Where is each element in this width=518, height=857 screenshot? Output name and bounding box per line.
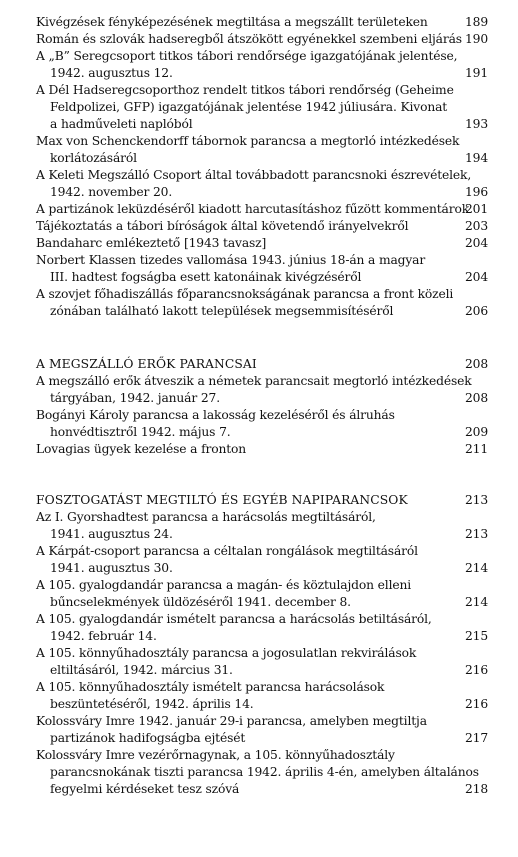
toc-entry — [0, 31, 518, 48]
toc-group-3 — [0, 509, 518, 798]
toc-entry-title-line: 1942. február 14. — [50, 629, 157, 643]
toc-entry-page-number: 206 — [464, 304, 488, 318]
toc-entry-title-line: A megszálló erők átveszik a németek parancsait megtorló intézkedések — [36, 374, 472, 388]
toc-entry — [0, 252, 518, 286]
toc-entry-title-line: 1942. november 20. — [50, 185, 173, 199]
section-page-number: 208 — [464, 357, 488, 371]
toc-entry-page-number: 189 — [464, 15, 488, 29]
toc-entry — [0, 645, 518, 679]
toc-entry-title-line: A 105. gyalogdandár parancsa a magán- és köztulajdon elleni — [36, 578, 412, 592]
toc-entry-title-line: 1941. augusztus 30. — [50, 561, 173, 575]
toc-entry-title-line: A 105. könnyűhadosztály parancsa a jogosulatlan rekvirálások — [36, 646, 417, 660]
toc-entry — [0, 133, 518, 167]
toc-entry — [0, 286, 518, 320]
toc-entry — [0, 747, 518, 798]
toc-entry-page-number: 208 — [464, 391, 488, 405]
toc-entry-page-number: 218 — [464, 782, 488, 796]
toc-entry-title-line: Lovagias ügyek kezelése a fronton — [36, 442, 247, 456]
toc-entry-page-number: 214 — [464, 561, 488, 575]
toc-entry-title-line: bűncselekmények üldözéséről 1941. december 8. — [50, 595, 351, 609]
toc-entry-title-line: A partizánok leküzdéséről kiadott harcutasításhoz fűzött kommentárok — [36, 202, 470, 216]
toc-entry-page-number: 193 — [464, 117, 488, 131]
toc-entry-title-line: fegyelmi kérdéseket tesz szóvá — [50, 782, 240, 796]
toc-entry — [0, 441, 518, 458]
toc-entry — [0, 235, 518, 252]
toc-entry — [0, 14, 518, 31]
toc-group-1 — [0, 14, 518, 320]
toc-entry-title-line: Kivégzések fényképezésének megtiltása a megszállt területeken — [36, 15, 428, 29]
toc-entry-title-line: Kolossváry Imre 1942. január 29-i parancsa, amelyben megtiltja — [36, 714, 427, 728]
toc-entry-title-line: tárgyában, 1942. január 27. — [50, 391, 220, 405]
toc-entry-title-line: III. hadtest fogságba esett katonáinak kivégzéséről — [50, 270, 362, 284]
toc-entry — [0, 373, 518, 407]
toc-entry-title-line: 1941. augusztus 24. — [50, 527, 173, 541]
toc-entry-title-line: zónában található lakott települések megsemmisítéséről — [50, 304, 394, 318]
toc-entry-page-number: 209 — [464, 425, 488, 439]
toc-entry-title-line: A Keleti Megszálló Csoport által továbbadott parancsnoki észrevételek, — [36, 168, 472, 182]
toc-entry-title-line: korlátozásáról — [50, 151, 137, 165]
toc-entry-title-line: Román és szlovák hadseregből átszökött egyénekkel szembeni eljárás — [36, 32, 462, 46]
section-heading-occupying-forces — [0, 356, 518, 373]
section-heading-daily-orders — [0, 492, 518, 509]
toc-entry-title-line: beszüntetéséről, 1942. április 14. — [50, 697, 254, 711]
toc-entry-title-line: a hadműveleti naplóból — [50, 117, 193, 131]
toc-entry — [0, 611, 518, 645]
toc-entry-page-number: 204 — [464, 236, 488, 250]
toc-entry-page-number: 191 — [464, 66, 488, 80]
toc-entry — [0, 679, 518, 713]
toc-entry-page-number: 204 — [464, 270, 488, 284]
toc-entry-page-number: 211 — [464, 442, 488, 456]
toc-entry-title-line: A szovjet főhadiszállás főparancsnokságának parancsa a front közeli — [36, 287, 454, 301]
toc-entry-page-number: 216 — [464, 697, 488, 711]
toc-entry-title-line: Bogányi Károly parancsa a lakosság kezeléséről és álruhás — [36, 408, 395, 422]
toc-entry-title-line: Kolossváry Imre vezérőrnagynak, a 105. könnyűhadosztály — [36, 748, 395, 762]
section-spacer — [0, 320, 518, 356]
toc-entry-page-number: 214 — [464, 595, 488, 609]
toc-entry-page-number: 203 — [464, 219, 488, 233]
section-spacer — [0, 458, 518, 492]
section-title: FOSZTOGATÁST MEGTILTÓ ÉS EGYÉB NAPIPARANCSOK — [36, 493, 408, 507]
toc-entry-title-line: 1942. augusztus 12. — [50, 66, 173, 80]
section-title: A MEGSZÁLLÓ ERŐK PARANCSAI — [36, 357, 257, 371]
toc-entry — [0, 167, 518, 201]
toc-entry — [0, 577, 518, 611]
toc-entry-title-line: A Kárpát-csoport parancsa a céltalan rongálások megtiltásáról — [36, 544, 418, 558]
toc-entry — [0, 82, 518, 133]
toc-entry-title-line: Tájékoztatás a tábori bíróságok által követendő irányelvekről — [36, 219, 409, 233]
toc-entry — [0, 407, 518, 441]
toc-entry — [0, 543, 518, 577]
toc-entry-page-number: 190 — [464, 32, 488, 46]
toc-entry-title-line: A Dél Hadseregcsoporthoz rendelt titkos tábori rendőrség (Geheime — [36, 83, 454, 97]
toc-entry-page-number: 213 — [464, 527, 488, 541]
toc-entry-page-number: 215 — [464, 629, 488, 643]
toc-entry — [0, 713, 518, 747]
toc-top-spacer — [0, 0, 518, 14]
toc-entry-page-number: 216 — [464, 663, 488, 677]
section-page-number: 213 — [464, 493, 488, 507]
toc-entry-title-line: A 105. könnyűhadosztály ismételt parancsa harácsolások — [36, 680, 385, 694]
toc-entry — [0, 509, 518, 543]
toc-entry-title-line: honvédtisztről 1942. május 7. — [50, 425, 231, 439]
toc-entry-title-line: Bandaharc emlékeztető [1943 tavasz] — [36, 236, 267, 250]
toc-entry-page-number: 217 — [464, 731, 488, 745]
toc-entry-title-line: Feldpolizei, GFP) igazgatójának jelentése 1942 júliusára. Kivonat — [50, 100, 448, 114]
toc-entry — [0, 218, 518, 235]
toc-entry — [0, 201, 518, 218]
toc-group-2 — [0, 373, 518, 458]
toc-entry — [0, 48, 518, 82]
toc-entry-title-line: Max von Schenckendorff tábornok parancsa a megtorló intézkedések — [36, 134, 460, 148]
toc-entry-title-line: parancsnokának tiszti parancsa 1942. április 4-én, amelyben általános — [50, 765, 479, 779]
toc-entry-page-number: 196 — [464, 185, 488, 199]
toc-entry-title-line: Az I. Gyorshadtest parancsa a harácsolás megtiltásáról, — [36, 510, 376, 524]
toc-entry-title-line: partizánok hadifogságba ejtését — [50, 731, 246, 745]
toc-entry-page-number: 194 — [464, 151, 488, 165]
toc-entry-title-line: A 105. gyalogdandár ismételt parancsa a harácsolás betiltásáról, — [36, 612, 432, 626]
toc-entry-title-line: eltiltásáról, 1942. március 31. — [50, 663, 233, 677]
toc-entry-page-number: 201 — [464, 202, 488, 216]
toc-entry-title-line: Norbert Klassen tizedes vallomása 1943. június 18-án a magyar — [36, 253, 426, 267]
toc-entry-title-line: A „B” Seregcsoport titkos tábori rendőrsége igazgatójának jelentése, — [36, 49, 458, 63]
